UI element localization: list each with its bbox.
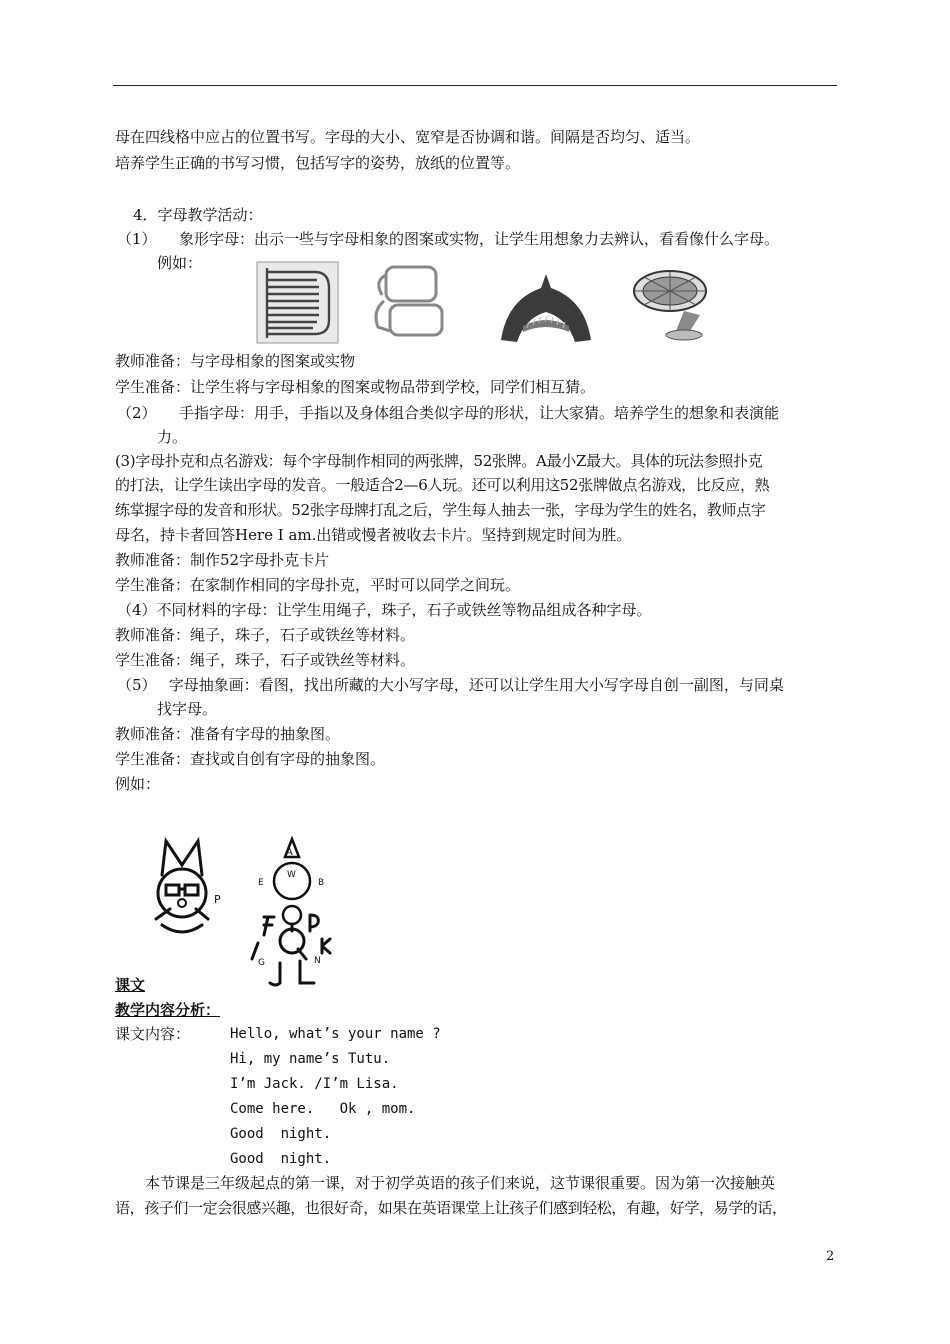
text-line: 教师准备：绳子，珠子，石子或铁丝等材料。: [115, 626, 416, 644]
text-line: 培养学生正确的书写习惯，包括写字的姿势，放纸的位置等。: [115, 154, 521, 172]
paragraph-line: 本节课是三年级起点的第一课，对于初学英语的孩子们来说，这节课很重要。因为第一次接触英: [145, 1174, 776, 1192]
text-line: （1） 象形字母：出示一些与字母相象的图案或实物，让学生用想象力去辨认，看看像什么字母。: [117, 230, 780, 248]
text-line: 学生准备：让学生将与字母相象的图案或物品带到学校，同学们相互猜。: [115, 378, 596, 396]
text-line: 学生准备：绳子，珠子，石子或铁丝等材料。: [115, 651, 416, 669]
text-line: 教师准备：与字母相象的图案或实物: [115, 352, 356, 370]
lesson-line: Good night.: [230, 1126, 332, 1142]
text-line: 母在四线格中应占的位置书写。字母的大小、宽窄是否协调和谐。间隔是否均匀、适当。: [115, 128, 701, 146]
page-number: 2: [826, 1249, 835, 1264]
man-letter: A: [286, 847, 293, 858]
lesson-line: Hi, my name’s Tutu.: [230, 1051, 391, 1067]
man-letter: E: [258, 878, 264, 888]
text-line: 力。: [157, 428, 188, 446]
paragraph-line: 语，孩子们一定会很感兴趣，也很好奇，如果在英语课堂上让孩子们感到轻松，有趣，好学，易学的话，: [115, 1199, 787, 1217]
fan-y-picture: [628, 265, 720, 345]
text-line: 教师准备：制作52字母扑克卡片: [115, 551, 330, 569]
lesson-label: 课文内容：: [115, 1025, 191, 1043]
abstract-letter-drawing: [140, 835, 340, 990]
text-line: 例如：: [115, 775, 161, 793]
lesson-line: Hello, what’s your name ?: [230, 1026, 441, 1042]
text-line: 学生准备：查找或自创有字母的抽象图。: [115, 750, 386, 768]
stand-a-picture: [497, 270, 595, 345]
lesson-line: Good night.: [230, 1151, 332, 1167]
text-line: 学生准备：在家制作相同的字母扑克，平时可以同学之间玩。: [115, 576, 521, 594]
text-line: 例如：: [157, 254, 203, 272]
lesson-line: Come here. Ok , mom.: [230, 1101, 416, 1117]
text-line: 教师准备：准备有字母的抽象图。: [115, 725, 341, 743]
man-letter: B: [318, 878, 325, 888]
text-line: 的打法，让学生读出字母的发音。一般适合2—6人玩。还可以利用这52张牌做点名游戏，比反应，熟: [115, 476, 770, 494]
man-letter: W: [287, 870, 296, 880]
cat-letter: P: [214, 893, 221, 906]
man-letter: G: [258, 958, 265, 968]
analysis-heading: 教学内容分析：: [115, 1001, 221, 1019]
text-line: （2） 手指字母：用手，手指以及身体组合类似字母的形状，让大家猜。培养学生的想象和表演能: [117, 404, 780, 422]
header-rule: [113, 85, 837, 86]
glasses-b-picture: [370, 261, 450, 341]
lesson-line: I’m Jack. /I’m Lisa.: [230, 1076, 399, 1092]
text-line: 母名，持卡者回答Here I am.出错或慢者被收去卡片。坚持到规定时间为胜。: [115, 526, 632, 544]
section-heading: 4．字母教学活动：: [133, 206, 263, 224]
text-line: (3)字母扑克和点名游戏：每个字母制作相同的两张牌，52张牌。A最小Z最大。具体的玩法参照扑克: [115, 452, 763, 470]
man-letter: N: [314, 956, 321, 966]
text-line: 找字母。: [157, 700, 218, 718]
text-line: （4）不同材料的字母：让学生用绳子，珠子，石子或铁丝等物品组成各种字母。: [117, 601, 652, 619]
comb-e-picture: [255, 260, 340, 345]
text-line: 练掌握字母的发音和形状。52张字母牌打乱之后，学生每人抽去一张，字母为学生的姓名，教师点字: [115, 501, 766, 519]
lesson-heading: 课文: [115, 976, 146, 994]
text-line: （5） 字母抽象画：看图，找出所藏的大小写字母，还可以让学生用大小写字母自创一副图，与同桌: [117, 676, 784, 694]
